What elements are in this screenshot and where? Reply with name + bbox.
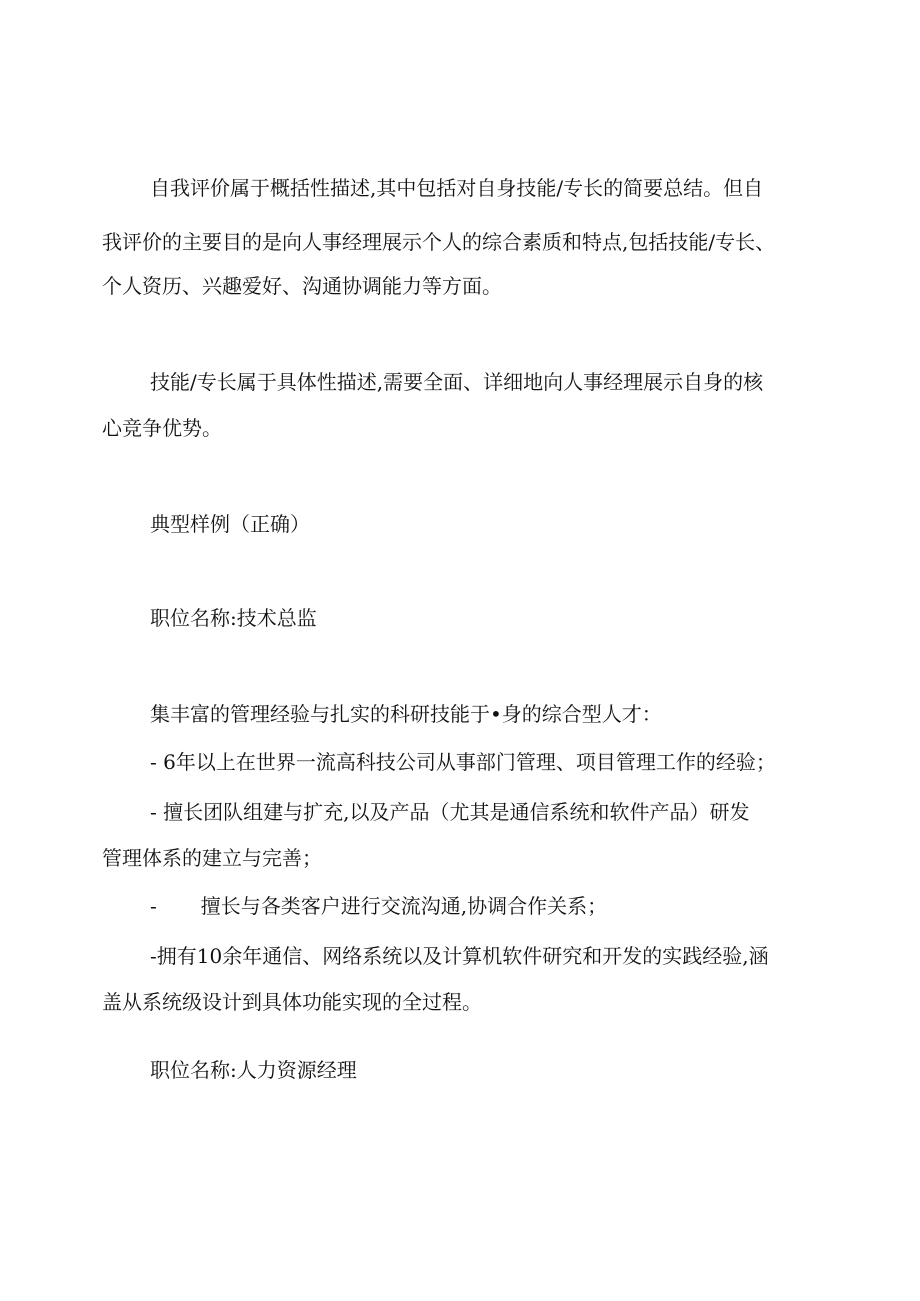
position-1-bullet-4-line-2: 盖从系统级设计到具体功能实现的全过程。 xyxy=(102,990,482,1014)
position-1-title: 职位名称:技术总监 xyxy=(150,606,317,630)
position-2-title: 职位名称:人力资源经理 xyxy=(150,1058,357,1082)
position-1-bullet-2-line-2: 管理体系的建立与完善； xyxy=(102,846,322,870)
paragraph-2-line-2: 心竞争优势。 xyxy=(102,416,222,440)
paragraph-1-line-2: 我评价的主要目的是向人事经理展示个人的综合素质和特点,包括技能/专长、 xyxy=(102,230,776,254)
bullet-3-dash: - xyxy=(150,894,157,918)
paragraph-2-line-1: 技能/专长属于具体性描述,需要全面、详细地向人事经理展示自身的核 xyxy=(150,370,764,394)
position-1-bullet-4-line-1: -拥有10余年通信、网络系统以及计算机软件研究和开发的实践经验,涵 xyxy=(150,944,769,968)
paragraph-1-line-1: 自我评价属于概括性描述,其中包括对自身技能/专长的简要总结。但自 xyxy=(150,176,764,200)
bullet-3-text: 擅长与各类客户进行交流沟通,协调合作关系； xyxy=(200,894,608,918)
section-heading: 典型样例（正确） xyxy=(150,512,310,536)
position-1-summary: 集丰富的管理经验与扎实的科研技能于•身的综合型人才： xyxy=(150,702,662,726)
position-1-bullet-3 xyxy=(150,886,607,926)
position-1-bullet-1: - 6年以上在世界一流高科技公司从事部门管理、项目管理工作的经验； xyxy=(150,750,776,774)
position-1-bullet-2-line-1: - 擅长团队组建与扩充,以及产品（尤其是通信系统和软件产品）研发 xyxy=(150,800,750,824)
paragraph-1-line-3: 个人资历、兴趣爱好、沟通协调能力等方面。 xyxy=(102,274,502,298)
